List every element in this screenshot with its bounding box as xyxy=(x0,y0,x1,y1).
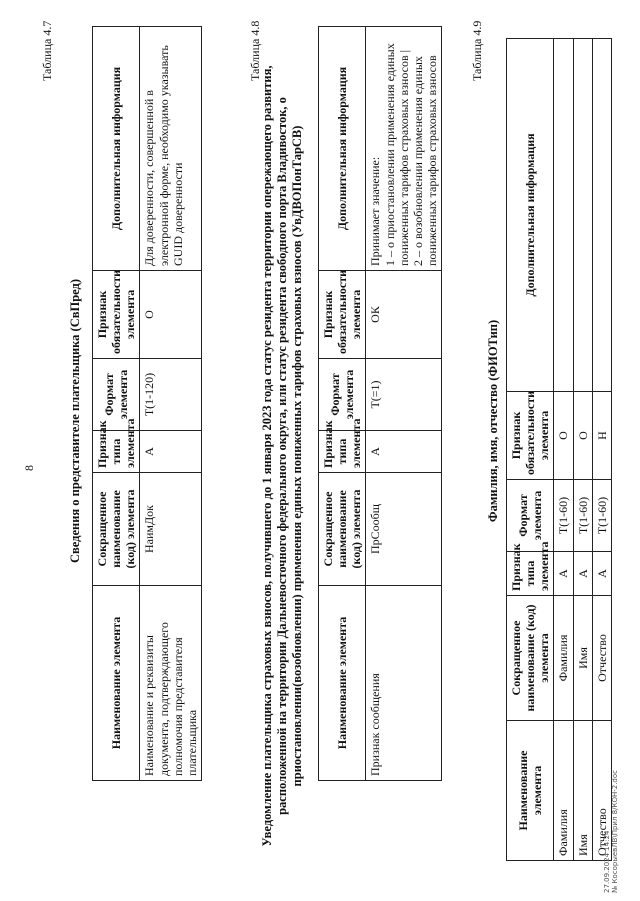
cell-code: Отчество xyxy=(592,596,611,721)
header-mandatory: Признак обязательности элемента xyxy=(507,392,554,480)
cell-type: А xyxy=(140,431,202,473)
table-row xyxy=(554,39,573,861)
page-number: 8 xyxy=(22,465,36,471)
header-type: Признак типа элемента xyxy=(507,552,554,596)
table-row xyxy=(366,27,442,781)
cell-name: Отчество xyxy=(592,721,611,861)
cell-name: Имя xyxy=(573,721,592,861)
cell-mandatory: О xyxy=(573,392,592,480)
header-format: Формат элемента xyxy=(93,359,140,431)
cell-info xyxy=(573,39,592,392)
cell-format: Т(1-120) xyxy=(140,359,202,431)
cell-format: Т(1-60) xyxy=(592,480,611,552)
header-mandatory: Признак обязательности элемента xyxy=(319,271,366,359)
cell-info: Для доверенности, совершенной в электронной форме, необходимо указывать GUID доверенности xyxy=(140,27,202,271)
table-4-7-caption: Сведения о представителе плательщика (СвПред) xyxy=(68,278,82,564)
table-row xyxy=(592,39,611,861)
table-4-8-caption: Уведомление плательщика страховых взносов, получившего до 1 января 2023 года статус резидента территории опережающего развития, расположенной на территории Дальневосточного федерального округа, или статус резидента свободного порта Владивосток, о приостановлении(возобновлении) применения единых пониженных тарифов страховых взносов (УвДВОПонТарСВ) xyxy=(260,65,304,847)
info-line: 1 – о приостановлении применения единых пониженных тарифов страховых взносов | xyxy=(382,43,411,266)
table-row xyxy=(573,39,592,861)
cell-format: Т(1-60) xyxy=(554,480,573,552)
header-info: Дополнительная информация xyxy=(93,27,140,271)
header-name: Наименование элемента xyxy=(93,586,140,781)
table-4-8-label: Таблица 4.8 xyxy=(248,20,262,81)
table-4-7 xyxy=(92,26,202,781)
header-short-code: Сокращенное наименование (код) элемента xyxy=(93,473,140,586)
cell-name: Наименование и реквизиты документа, подтверждающего полномочия представителя плательщика xyxy=(140,586,202,781)
header-name: Наименование элемента xyxy=(319,586,366,781)
header-format: Формат элемента xyxy=(319,359,366,431)
table-row xyxy=(140,27,202,781)
cell-mandatory: О xyxy=(140,271,202,359)
cell-mandatory: ОК xyxy=(366,271,442,359)
table-4-9-caption: Фамилия, имя, отчество (ФИОТип) xyxy=(486,319,500,523)
file-stamp xyxy=(603,770,620,893)
header-short-code: Сокращенное наименование (код) элемента xyxy=(507,596,554,721)
table-4-7-label: Таблица 4.7 xyxy=(40,20,54,81)
header-info: Дополнительная информация xyxy=(319,27,366,271)
cell-name: Фамилия xyxy=(554,721,573,861)
file-stamp-path: № КосорыевЛВ\Прил 8/КОН-2.doc xyxy=(611,769,620,893)
table-4-9-label: Таблица 4.9 xyxy=(470,20,484,81)
cell-type: А xyxy=(554,552,573,596)
header-name: Наименование элемента xyxy=(507,721,554,861)
table-4-8-header-row xyxy=(319,27,366,781)
header-format: Формат элемента xyxy=(507,480,554,552)
info-line: Принимает значение: xyxy=(368,156,383,266)
header-type: Признак типа элемента xyxy=(319,431,366,473)
file-stamp-date: 27.09.2024 14:24 xyxy=(603,830,611,893)
cell-format: Т(1-60) xyxy=(573,480,592,552)
header-mandatory: Признак обязательности элемента xyxy=(93,271,140,359)
info-line: 2 – о возобновлении применения единых пониженных тарифов страховых взносов xyxy=(410,55,440,266)
header-short-code: Сокращенное наименование (код) элемента xyxy=(319,473,366,586)
cell-type: А xyxy=(366,431,442,473)
cell-info xyxy=(592,39,611,392)
cell-name: Признак сообщения xyxy=(366,586,442,781)
cell-code: НаимДок xyxy=(140,473,202,586)
cell-format: Т(=1) xyxy=(366,359,442,431)
table-4-9 xyxy=(506,38,612,861)
header-type: Признак типа элемента xyxy=(93,431,140,473)
cell-info xyxy=(554,39,573,392)
table-4-9-header-row xyxy=(507,39,554,861)
header-info: Дополнительная информация xyxy=(507,39,554,392)
cell-type: А xyxy=(592,552,611,596)
cell-code: ПрСообщ xyxy=(366,473,442,586)
cell-mandatory: Н xyxy=(592,392,611,480)
cell-code: Имя xyxy=(573,596,592,721)
table-4-8 xyxy=(318,26,442,781)
cell-info xyxy=(366,27,442,271)
table-4-7-header-row xyxy=(93,27,140,781)
cell-mandatory: О xyxy=(554,392,573,480)
cell-code: Фамилия xyxy=(554,596,573,721)
cell-type: А xyxy=(573,552,592,596)
